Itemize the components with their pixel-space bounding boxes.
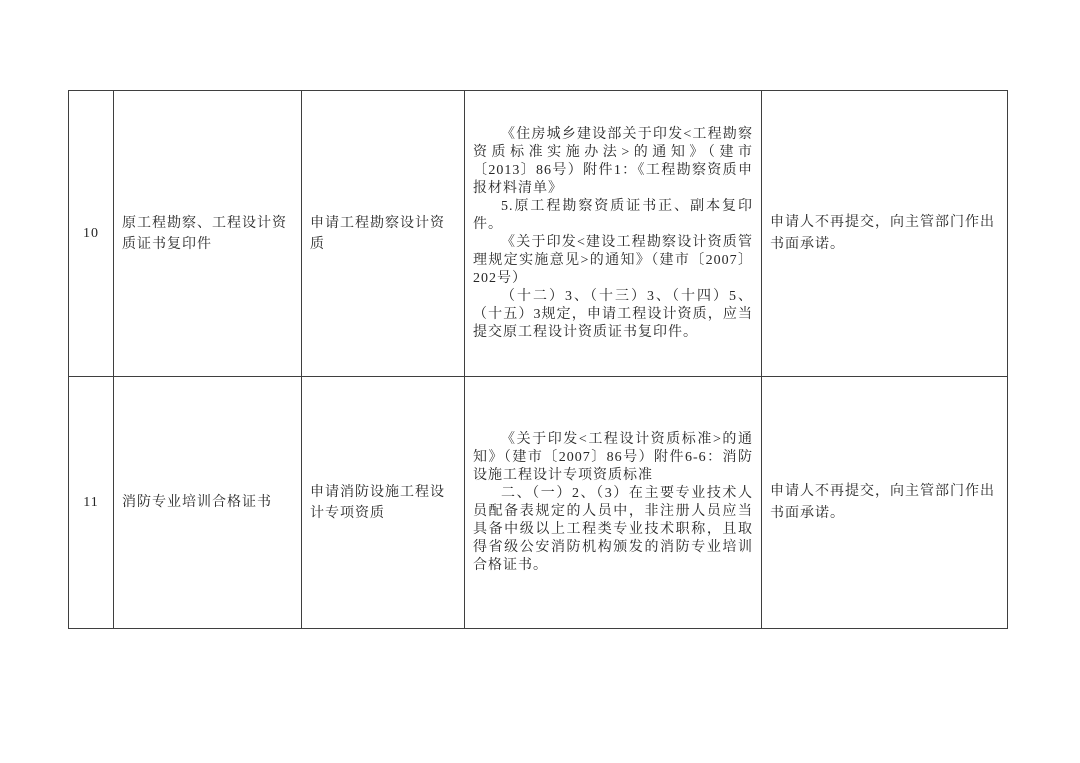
table-row	[69, 377, 1008, 629]
basis-paragraph: 《关于印发<建设工程勘察设计资质管理规定实施意见>的通知》（建市〔2007〕202号）	[473, 234, 753, 286]
requirements-table	[68, 90, 1008, 629]
basis-paragraph: 二、（一）2、（3）在主要专业技术人员配备表规定的人员中，非注册人员应当具备中级以上工程类专业技术职称，且取得省级公安消防机构颁发的消防专业培训合格证书。	[473, 485, 753, 573]
legal-basis	[465, 377, 762, 629]
item-name: 消防专业培训合格证书	[114, 377, 302, 629]
item-name: 原工程勘察、工程设计资质证书复印件	[114, 91, 302, 377]
basis-paragraph: 5.原工程勘察资质证书正、副本复印件。	[473, 198, 753, 232]
legal-basis	[465, 91, 762, 377]
row-seq-number: 11	[69, 377, 114, 629]
basis-paragraph: （十二）3、（十三）3、（十四）5、（十五）3规定，申请工程设计资质，应当提交原工程设计资质证书复印件。	[473, 288, 753, 340]
table-row	[69, 91, 1008, 377]
commitment-text: 申请人不再提交，向主管部门作出书面承诺。	[762, 91, 1008, 377]
basis-paragraph: 《关于印发<工程设计资质标准>的通知》（建市〔2007〕86号）附件6-6：消防设施工程设计专项资质标准	[473, 431, 753, 483]
apply-type: 申请工程勘察设计资质	[302, 91, 465, 377]
commitment-text: 申请人不再提交，向主管部门作出书面承诺。	[762, 377, 1008, 629]
apply-type: 申请消防设施工程设计专项资质	[302, 377, 465, 629]
basis-paragraph: 《住房城乡建设部关于印发<工程勘察资质标准实施办法>的通知》（建市〔2013〕86号）附件1：《工程勘察资质申报材料清单》	[473, 126, 753, 196]
row-seq-number: 10	[69, 91, 114, 377]
